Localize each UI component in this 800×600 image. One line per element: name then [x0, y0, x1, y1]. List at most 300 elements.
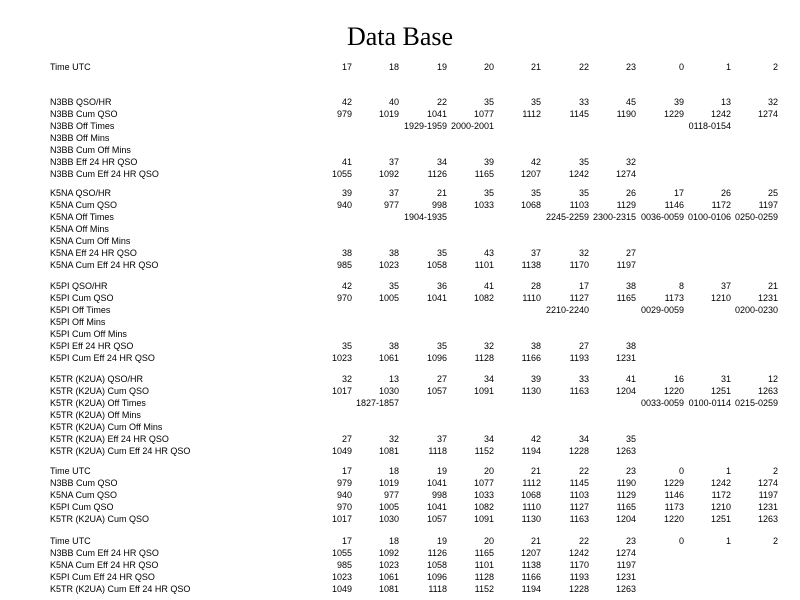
- table-cell: 1274: [757, 478, 778, 488]
- table-row: [0, 445, 800, 457]
- table-row: [0, 292, 800, 304]
- table-cell: 1096: [426, 353, 447, 363]
- row-label: K5PI Cum Eff 24 HR QSO: [50, 572, 155, 582]
- table-cell: 1077: [473, 109, 494, 119]
- table-cell: 39: [483, 157, 494, 167]
- table-cell: 25: [767, 188, 778, 198]
- table-cell: 32: [341, 374, 352, 384]
- table-cell: 0100-0106: [687, 212, 731, 222]
- table-cell: 35: [530, 97, 541, 107]
- table-cell: 32: [578, 248, 589, 258]
- table-cell: 1091: [473, 514, 494, 524]
- table-cell: 1827-1857: [355, 398, 399, 408]
- row-label: K5NA Cum Eff 24 HR QSO: [50, 560, 159, 570]
- row-label: K5NA Cum Eff 24 HR QSO: [50, 260, 159, 270]
- row-label: K5TR (K2UA) Cum Off Mins: [50, 422, 163, 432]
- table-cell: 28: [530, 281, 541, 291]
- table-cell: 1197: [616, 260, 636, 270]
- table-cell: 1096: [426, 572, 447, 582]
- table-cell: 1220: [663, 514, 684, 524]
- table-cell: 2300-2315: [592, 212, 636, 222]
- row-label: N3BB QSO/HR: [50, 97, 112, 107]
- table-cell: 1242: [710, 478, 731, 488]
- table-row: [0, 96, 800, 108]
- table-cell: 22: [578, 466, 589, 476]
- table-cell: 27: [341, 434, 352, 444]
- table-row: [0, 373, 800, 385]
- table-cell: 45: [625, 97, 636, 107]
- table-cell: 1058: [426, 560, 447, 570]
- table-cell: 1138: [521, 560, 541, 570]
- table-cell: 13: [388, 374, 399, 384]
- table-row: [0, 199, 800, 211]
- table-cell: 1228: [568, 584, 589, 594]
- table-cell: 1068: [520, 490, 541, 500]
- table-cell: 1: [725, 466, 731, 476]
- table-cell: 42: [530, 157, 541, 167]
- table-cell: 37: [388, 188, 399, 198]
- table-row: [0, 168, 800, 180]
- table-cell: 1110: [522, 293, 541, 303]
- row-label: K5TR (K2UA) Eff 24 HR QSO: [50, 434, 169, 444]
- table-cell: 985: [336, 560, 352, 570]
- table-cell: 1193: [569, 353, 589, 363]
- table-cell: 1057: [426, 386, 447, 396]
- table-row: [0, 477, 800, 489]
- table-cell: 940: [336, 200, 352, 210]
- table-cell: 970: [336, 502, 352, 512]
- row-label: K5TR (K2UA) Off Mins: [50, 410, 141, 420]
- table-cell: 35: [341, 341, 352, 351]
- table-cell: 1163: [569, 386, 589, 396]
- table-cell: 1130: [521, 514, 541, 524]
- table-cell: 1041: [426, 478, 447, 488]
- table-cell: 34: [578, 434, 589, 444]
- table-cell: 1146: [664, 490, 684, 500]
- table-cell: 1170: [569, 560, 589, 570]
- table-cell: 1126: [427, 169, 447, 179]
- row-label: N3BB Off Mins: [50, 133, 110, 143]
- table-cell: 1152: [474, 584, 494, 594]
- table-cell: 39: [673, 97, 684, 107]
- table-cell: 35: [578, 157, 589, 167]
- page-title: Data Base: [346, 22, 454, 51]
- table-cell: 1194: [521, 584, 541, 594]
- table-cell: 0: [678, 62, 684, 72]
- table-cell: 27: [578, 341, 589, 351]
- table-cell: 1081: [378, 446, 399, 456]
- table-cell: 0036-0059: [640, 212, 684, 222]
- table-cell: 1023: [331, 572, 352, 582]
- table-cell: 38: [341, 248, 352, 258]
- table-cell: 35: [436, 248, 447, 258]
- table-cell: 0: [678, 466, 684, 476]
- table-cell: 1023: [378, 560, 399, 570]
- table-cell: 1165: [616, 502, 636, 512]
- row-label: K5PI Cum QSO: [50, 293, 114, 303]
- row-label: K5NA Off Times: [50, 212, 114, 222]
- table-row: [0, 247, 800, 259]
- table-cell: 41: [483, 281, 494, 291]
- table-cell: 1130: [521, 386, 541, 396]
- table-cell: 38: [388, 248, 399, 258]
- table-row: [0, 223, 800, 235]
- table-cell: 0215-0259: [734, 398, 778, 408]
- table-cell: 18: [388, 466, 399, 476]
- row-label: K5TR (K2UA) Cum QSO: [50, 386, 150, 396]
- row-label: K5PI Eff 24 HR QSO: [50, 341, 134, 351]
- table-cell: 37: [388, 157, 399, 167]
- table-cell: 41: [625, 374, 636, 384]
- table-cell: 2: [772, 536, 778, 546]
- table-cell: 1204: [615, 386, 636, 396]
- table-cell: 977: [383, 200, 399, 210]
- table-cell: 1173: [664, 502, 684, 512]
- table-cell: 1166: [521, 353, 541, 363]
- table-row: [0, 465, 800, 477]
- table-cell: 21: [530, 536, 541, 546]
- table-row: [0, 489, 800, 501]
- table-cell: 1058: [426, 260, 447, 270]
- table-cell: 1172: [711, 200, 731, 210]
- table-cell: 35: [578, 188, 589, 198]
- row-label: K5NA Off Mins: [50, 224, 109, 234]
- table-cell: 985: [336, 260, 352, 270]
- table-cell: 1166: [521, 572, 541, 582]
- table-cell: 23: [625, 466, 636, 476]
- table-cell: 1210: [710, 502, 731, 512]
- row-label: K5TR (K2UA) Cum QSO: [50, 514, 150, 524]
- table-cell: 979: [336, 109, 352, 119]
- table-cell: 20: [483, 62, 494, 72]
- table-cell: 1263: [757, 514, 778, 524]
- table-row: [0, 352, 800, 364]
- table-cell: 38: [625, 341, 636, 351]
- table-cell: 1242: [568, 169, 589, 179]
- table-row: [0, 120, 800, 132]
- table-cell: 1019: [378, 478, 399, 488]
- table-cell: 1220: [663, 386, 684, 396]
- row-label: K5PI Cum Eff 24 HR QSO: [50, 353, 155, 363]
- row-label: K5TR (K2UA) Cum Eff 24 HR QSO: [50, 446, 191, 456]
- table-cell: 8: [678, 281, 684, 291]
- table-cell: 37: [530, 248, 541, 258]
- table-cell: 38: [388, 341, 399, 351]
- table-cell: 34: [483, 434, 494, 444]
- table-cell: 34: [436, 157, 447, 167]
- table-cell: 1055: [331, 169, 352, 179]
- row-label: K5PI Off Times: [50, 305, 111, 315]
- table-cell: 34: [483, 374, 494, 384]
- table-cell: 2210-2240: [545, 305, 589, 315]
- table-cell: 22: [436, 97, 447, 107]
- table-cell: 1: [725, 536, 731, 546]
- table-cell: 1030: [378, 386, 399, 396]
- table-cell: 26: [625, 188, 636, 198]
- table-cell: 21: [530, 62, 541, 72]
- table-cell: 17: [341, 62, 352, 72]
- row-label: N3BB Cum QSO: [50, 109, 118, 119]
- table-cell: 26: [720, 188, 731, 198]
- table-row: [0, 132, 800, 144]
- table-cell: 41: [341, 157, 352, 167]
- table-cell: 0118-0154: [688, 121, 731, 131]
- table-cell: 35: [625, 434, 636, 444]
- table-cell: 1904-1935: [403, 212, 447, 222]
- table-cell: 1145: [569, 478, 589, 488]
- table-cell: 1274: [615, 169, 636, 179]
- row-label: K5NA Cum QSO: [50, 490, 118, 500]
- table-cell: 21: [767, 281, 778, 291]
- row-label: N3BB Cum QSO: [50, 478, 118, 488]
- table-cell: 1128: [474, 572, 494, 582]
- table-cell: 37: [720, 281, 731, 291]
- table-cell: 1210: [710, 293, 731, 303]
- table-cell: 1129: [616, 200, 636, 210]
- row-label: K5NA Cum QSO: [50, 200, 118, 210]
- table-row: [0, 304, 800, 316]
- table-cell: 19: [436, 466, 447, 476]
- table-cell: 1165: [474, 169, 494, 179]
- table-cell: 1030: [378, 514, 399, 524]
- table-row: [0, 397, 800, 409]
- row-label: K5PI QSO/HR: [50, 281, 108, 291]
- table-cell: 1041: [426, 293, 447, 303]
- table-cell: 17: [341, 536, 352, 546]
- row-label: K5PI Off Mins: [50, 317, 106, 327]
- table-row: [0, 235, 800, 247]
- table-row: [0, 535, 800, 547]
- table-cell: 1207: [520, 548, 541, 558]
- table-cell: 1019: [378, 109, 399, 119]
- table-cell: 1231: [615, 353, 636, 363]
- table-cell: 27: [436, 374, 447, 384]
- table-cell: 1152: [474, 446, 494, 456]
- table-cell: 1165: [616, 293, 636, 303]
- table-cell: 1251: [710, 514, 731, 524]
- table-cell: 1165: [474, 548, 494, 558]
- table-cell: 12: [767, 374, 778, 384]
- table-cell: 32: [625, 157, 636, 167]
- table-cell: 1101: [474, 260, 494, 270]
- row-label: N3BB Cum Eff 24 HR QSO: [50, 548, 159, 558]
- table-cell: 20: [483, 536, 494, 546]
- table-cell: 1092: [378, 169, 399, 179]
- row-label: Time UTC: [50, 466, 91, 476]
- table-cell: 1033: [473, 490, 494, 500]
- table-cell: 1005: [378, 293, 399, 303]
- table-cell: 1197: [758, 490, 778, 500]
- table-cell: 0: [678, 536, 684, 546]
- table-row: [0, 571, 800, 583]
- table-cell: 1041: [426, 109, 447, 119]
- table-row: [0, 187, 800, 199]
- table-cell: 33: [578, 374, 589, 384]
- table-cell: 1118: [428, 446, 447, 456]
- table-row: [0, 259, 800, 271]
- table-cell: 1274: [615, 548, 636, 558]
- table-cell: 1103: [569, 200, 589, 210]
- table-cell: 1061: [378, 572, 399, 582]
- table-cell: 23: [625, 62, 636, 72]
- table-cell: 1112: [522, 109, 541, 119]
- table-cell: 1068: [520, 200, 541, 210]
- table-cell: 36: [436, 281, 447, 291]
- table-cell: 1170: [569, 260, 589, 270]
- table-cell: 1082: [473, 293, 494, 303]
- table-cell: 32: [767, 97, 778, 107]
- table-cell: 40: [388, 97, 399, 107]
- table-cell: 19: [436, 62, 447, 72]
- row-label: K5TR (K2UA) QSO/HR: [50, 374, 144, 384]
- table-cell: 38: [530, 341, 541, 351]
- table-row: [0, 280, 800, 292]
- table-cell: 1172: [711, 490, 731, 500]
- table-row: [0, 433, 800, 445]
- table-cell: 1082: [473, 502, 494, 512]
- table-cell: 1061: [378, 353, 399, 363]
- row-label: N3BB Eff 24 HR QSO: [50, 157, 138, 167]
- table-cell: 1263: [615, 446, 636, 456]
- table-row: [0, 144, 800, 156]
- table-cell: 39: [530, 374, 541, 384]
- table-cell: 0029-0059: [640, 305, 684, 315]
- table-cell: 1112: [522, 478, 541, 488]
- table-cell: 17: [578, 281, 589, 291]
- table-cell: 979: [336, 478, 352, 488]
- table-cell: 1023: [331, 353, 352, 363]
- table-cell: 998: [431, 490, 447, 500]
- table-cell: 2: [772, 62, 778, 72]
- table-cell: 2245-2259: [545, 212, 589, 222]
- table-cell: 940: [336, 490, 352, 500]
- table-cell: 1242: [710, 109, 731, 119]
- table-cell: 1005: [378, 502, 399, 512]
- table-cell: 1231: [615, 572, 636, 582]
- table-row: [0, 547, 800, 559]
- table-cell: 1231: [757, 502, 778, 512]
- table-cell: 42: [341, 97, 352, 107]
- table-cell: 1190: [616, 478, 636, 488]
- table-cell: 19: [436, 536, 447, 546]
- table-cell: 23: [625, 536, 636, 546]
- table-cell: 1077: [473, 478, 494, 488]
- table-cell: 21: [530, 466, 541, 476]
- table-cell: 1138: [521, 260, 541, 270]
- row-label: K5PI Cum Off Mins: [50, 329, 127, 339]
- table-row: [0, 108, 800, 120]
- table-cell: 42: [341, 281, 352, 291]
- table-cell: 1190: [616, 109, 636, 119]
- table-cell: 1145: [569, 109, 589, 119]
- table-cell: 1101: [474, 560, 494, 570]
- table-row: [0, 61, 800, 73]
- table-cell: 35: [483, 188, 494, 198]
- table-cell: 970: [336, 293, 352, 303]
- table-row: [0, 328, 800, 340]
- table-cell: 32: [388, 434, 399, 444]
- table-row: [0, 501, 800, 513]
- table-cell: 2: [772, 466, 778, 476]
- table-cell: 22: [578, 62, 589, 72]
- table-cell: 1033: [473, 200, 494, 210]
- table-cell: 1110: [522, 502, 541, 512]
- row-label: K5NA Eff 24 HR QSO: [50, 248, 137, 258]
- table-cell: 1173: [664, 293, 684, 303]
- row-label: K5PI Cum QSO: [50, 502, 114, 512]
- table-cell: 1194: [521, 446, 541, 456]
- row-label: K5TR (K2UA) Off Times: [50, 398, 146, 408]
- table-cell: 1193: [569, 572, 589, 582]
- table-cell: 43: [483, 248, 494, 258]
- table-cell: 1129: [616, 490, 636, 500]
- row-label: N3BB Cum Off Mins: [50, 145, 131, 155]
- table-row: [0, 583, 800, 595]
- table-cell: 977: [383, 490, 399, 500]
- table-cell: 0100-0114: [688, 398, 731, 408]
- table-cell: 1228: [568, 446, 589, 456]
- row-label: K5NA Cum Off Mins: [50, 236, 131, 246]
- table-cell: 1127: [569, 502, 589, 512]
- row-label: Time UTC: [50, 536, 91, 546]
- table-cell: 1: [725, 62, 731, 72]
- table-cell: 1023: [378, 260, 399, 270]
- table-cell: 42: [530, 434, 541, 444]
- table-row: [0, 316, 800, 328]
- table-cell: 1103: [569, 490, 589, 500]
- table-cell: 998: [431, 200, 447, 210]
- table-row: [0, 421, 800, 433]
- row-label: K5NA QSO/HR: [50, 188, 112, 198]
- table-cell: 1055: [331, 548, 352, 558]
- table-cell: 13: [720, 97, 731, 107]
- row-label: K5TR (K2UA) Cum Eff 24 HR QSO: [50, 584, 191, 594]
- table-cell: 1929-1959: [403, 121, 447, 131]
- table-cell: 1242: [568, 548, 589, 558]
- table-cell: 17: [673, 188, 684, 198]
- table-cell: 1229: [663, 478, 684, 488]
- table-cell: 16: [673, 374, 684, 384]
- table-cell: 35: [483, 97, 494, 107]
- table-cell: 18: [388, 62, 399, 72]
- table-cell: 27: [625, 248, 636, 258]
- table-cell: 1118: [428, 584, 447, 594]
- table-cell: 1204: [615, 514, 636, 524]
- table-cell: 17: [341, 466, 352, 476]
- table-cell: 1127: [569, 293, 589, 303]
- table-cell: 1263: [615, 584, 636, 594]
- table-cell: 31: [720, 374, 731, 384]
- table-row: [0, 211, 800, 223]
- table-cell: 35: [436, 341, 447, 351]
- table-cell: 1049: [331, 446, 352, 456]
- table-row: [0, 385, 800, 397]
- row-label: N3BB Cum Eff 24 HR QSO: [50, 169, 159, 179]
- table-row: [0, 513, 800, 525]
- table-cell: 1207: [520, 169, 541, 179]
- table-cell: 32: [483, 341, 494, 351]
- table-cell: 22: [578, 536, 589, 546]
- table-cell: 1146: [664, 200, 684, 210]
- table-cell: 1017: [331, 514, 352, 524]
- table-cell: 1081: [378, 584, 399, 594]
- table-cell: 20: [483, 466, 494, 476]
- table-cell: 21: [436, 188, 447, 198]
- table-cell: 1128: [474, 353, 494, 363]
- table-row: [0, 340, 800, 352]
- table-row: [0, 559, 800, 571]
- table-cell: 38: [625, 281, 636, 291]
